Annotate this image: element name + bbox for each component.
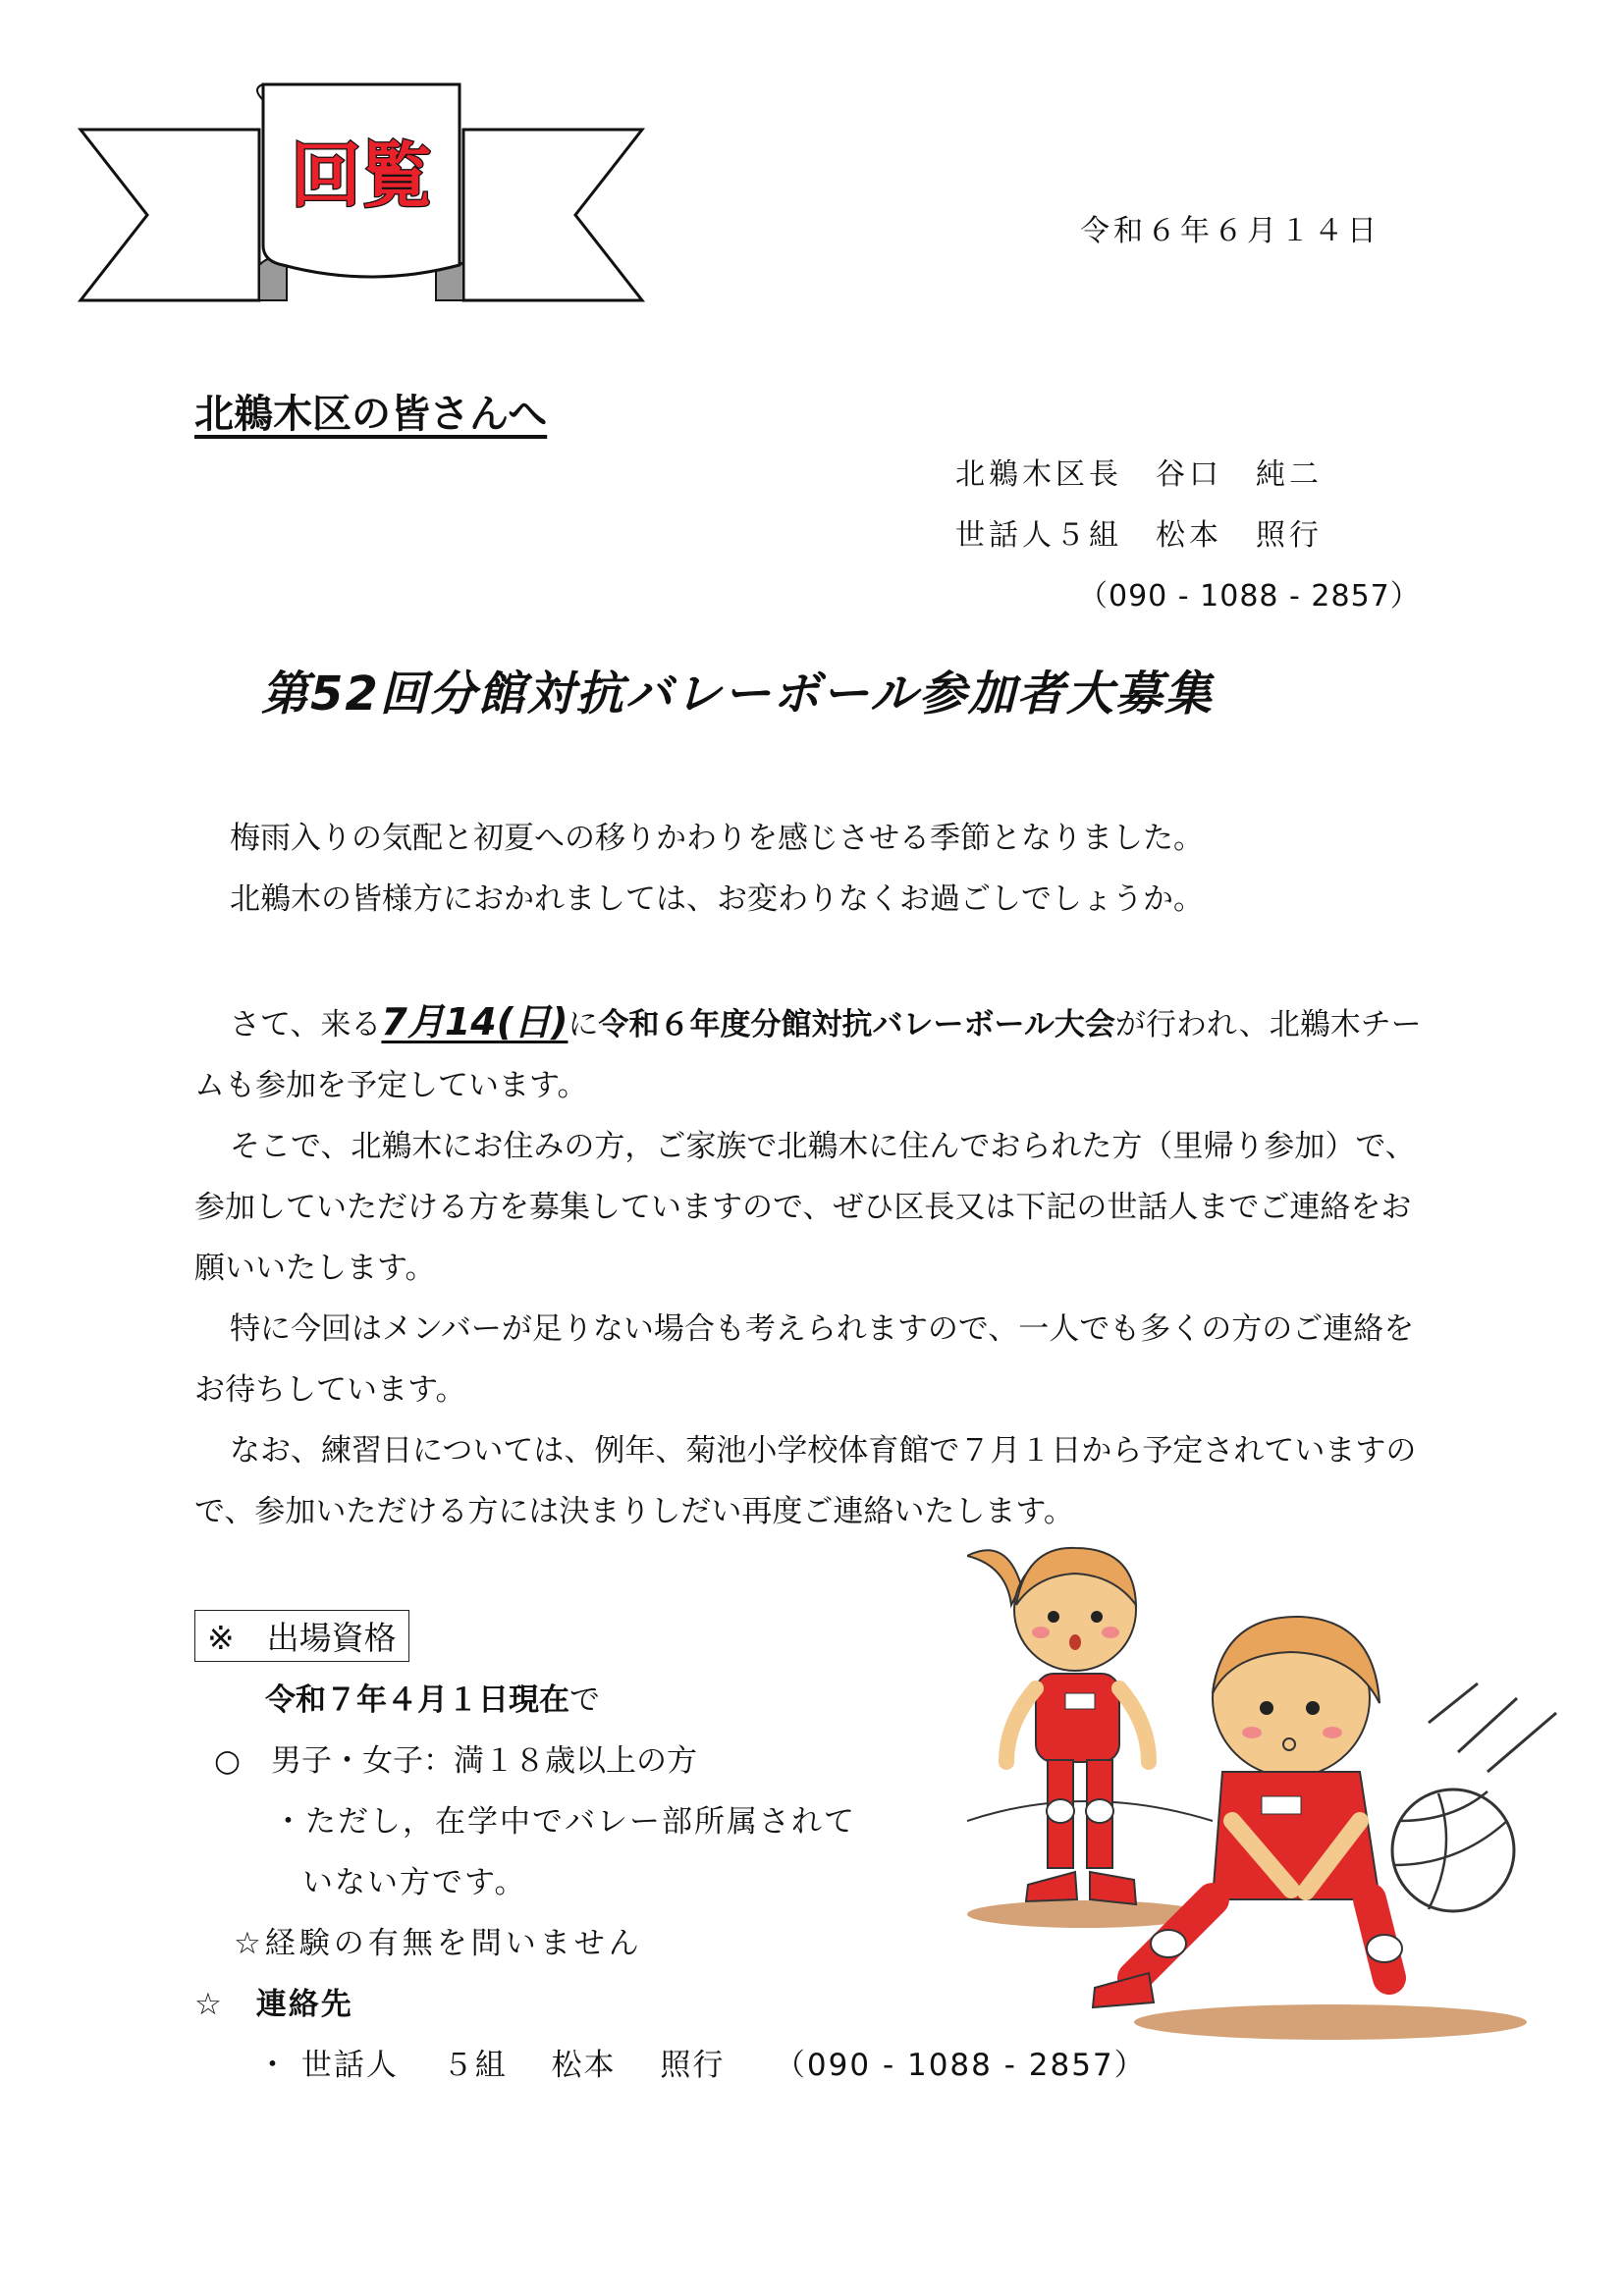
paragraph-announcement <box>194 991 1432 1116</box>
salutation: 北鵜木区の皆さんへ <box>194 392 548 437</box>
greeting-line: 梅雨入りの気配と初夏への移りかわりを感じさせる季節となりました。 <box>230 821 1204 856</box>
volleyball-players-illustration <box>967 1526 1576 2056</box>
contact-entry: ・ 世話人 ５組 松本 照行 （090 - 1088 - 2857） <box>257 2048 1147 2083</box>
kairan-ribbon <box>77 79 646 310</box>
page-title: 第52回分館対抗バレーボール参加者大募集 <box>261 667 1214 721</box>
greeting-line: 北鵜木の皆様方におかれましては、お変わりなくお過ごしでしょうか。 <box>230 881 1204 917</box>
qualification-heading: ※ 出場資格 <box>194 1610 409 1662</box>
paragraph-practice: なお、練習日については、例年、菊池小学校体育館で７月１日から予定されていますので、参加いただける方には決まりしだい再度ご連絡いたします。 <box>194 1433 1417 1529</box>
player-standing-figure <box>967 1548 1149 1904</box>
contact-heading: ☆ 連絡先 <box>194 1987 353 2022</box>
player-receiving-figure <box>1093 1617 1402 2007</box>
sender-phone: （090 - 1088 - 2857） <box>1078 579 1421 614</box>
text-span: さて、来る <box>230 1007 382 1042</box>
sender-chief: 北鵜木区長 谷口 純二 <box>955 457 1323 492</box>
volleyball <box>1392 1789 1514 1911</box>
paragraph-members: 特に今回はメンバーが足りない場合も考えられますので、一人でも多くの方のご連絡をお待ちしています。 <box>194 1311 1415 1408</box>
text-span: が行われ、北鵜木チームも参加を予定しています。 <box>194 1007 1422 1103</box>
qualification-note: ・ただし，在学中でバレー部所属されて <box>273 1804 856 1840</box>
text-span: に <box>568 1007 599 1042</box>
body-text <box>194 991 1432 1542</box>
qualification-note-cont: いない方です。 <box>302 1865 527 1900</box>
event-name: 令和６年度分館対抗バレーボール大会 <box>598 1007 1115 1042</box>
sender-caretaker: 世話人５組 松本 照行 <box>955 518 1323 553</box>
qualification-eligibility: ○ 男子・女子：満１８歳以上の方 <box>214 1743 698 1779</box>
ribbon-label: 回覧 <box>290 134 433 217</box>
text-span: 令和７年４月１日現在 <box>265 1682 569 1718</box>
paragraph-recruit: そこで、北鵜木にお住みの方，ご家族で北鵜木に住んでおられた方（里帰り参加）で、参加していただける方を募集していますので、ぜひ区長又は下記の世話人までご連絡をお願いいたします。 <box>194 1129 1416 1286</box>
qualification-basis <box>265 1675 600 1719</box>
greeting <box>194 808 1432 930</box>
qualification-experience: ☆経験の有無を問いません <box>234 1926 643 1961</box>
issue-date: 令和６年６月１４日 <box>1080 214 1380 248</box>
text-span: で <box>569 1682 600 1718</box>
event-date: 7月14(日) <box>381 1000 568 1043</box>
